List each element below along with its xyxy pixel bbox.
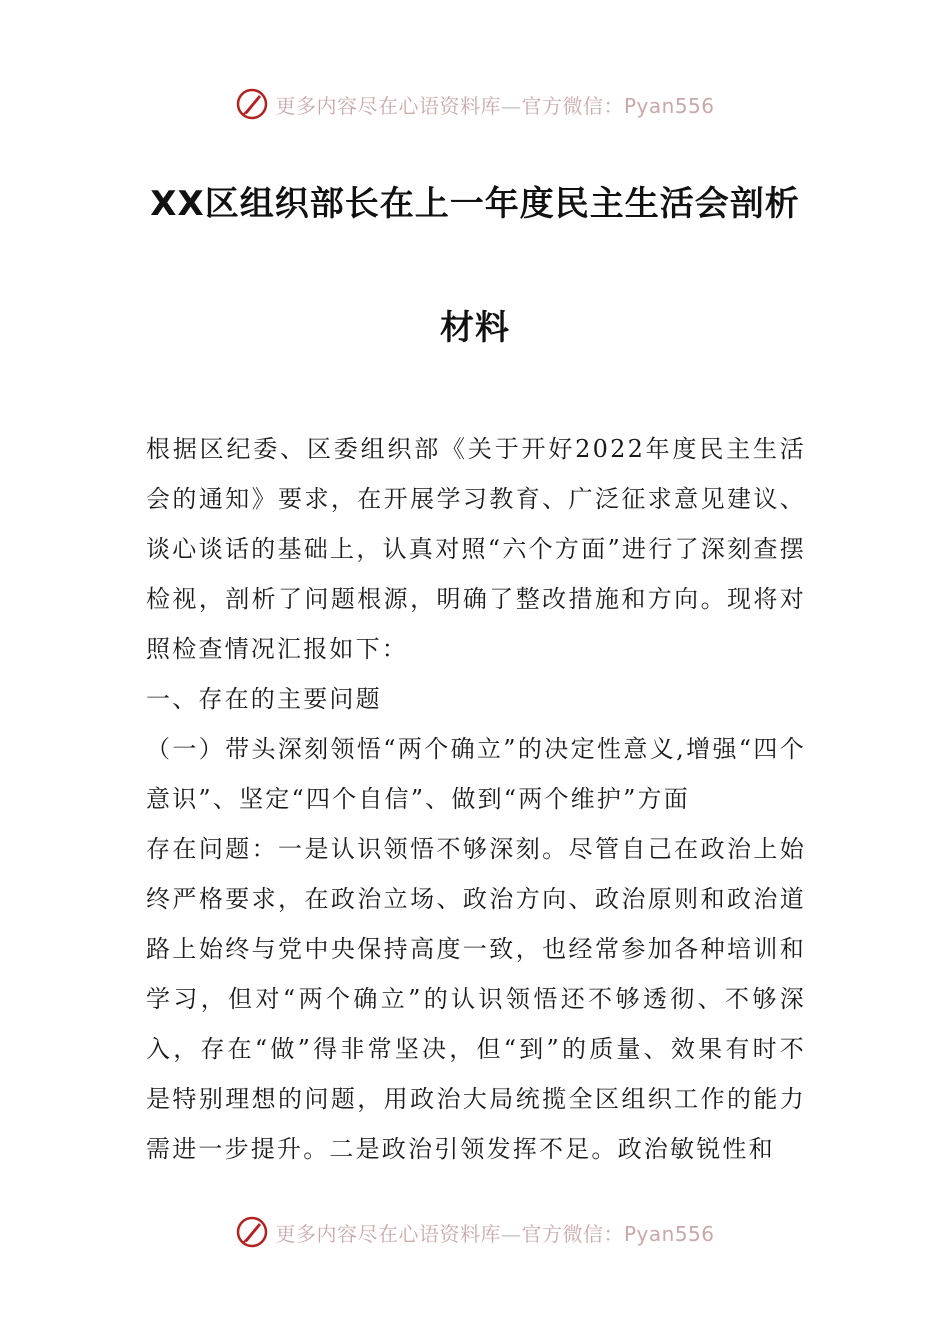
watermark-text: 更多内容尽在心语资料库—官方微信：Pyan556 [275,1221,715,1246]
quill-logo-icon [235,1215,269,1249]
subsection-heading: （一）带头深刻领悟“两个确立”的决定性意义,增强“四个意识”、坚定“四个自信”、做到“两个维护”方面 [146,735,806,813]
watermark-text: 更多内容尽在心语资料库—官方微信：Pyan556 [275,93,715,118]
watermark-footer [0,1212,950,1252]
quill-logo-icon [235,87,269,121]
intro-paragraph: 根据区纪委、区委组织部《关于开好2022年度民主生活会的通知》要求，在开展学习教育、广泛征求意见建议、谈心谈话的基础上，认真对照“六个方面”进行了深刻查摆检视，剖析了问题根源，明确了整改措施和方向。现将对照检查情况汇报如下： [146,435,806,663]
problem-paragraph: 存在问题：一是认识领悟不够深刻。尽管自己在政治上始终严格要求，在政治立场、政治方向、政治原则和政治道路上始终与党中央保持高度一致，也经常参加各种培训和学习，但对“两个确立”的认识领悟还不够透彻、不够深入，存在“做”得非常坚决，但“到”的质量、效果有时不是特别理想的问题，用政治大局统揽全区组织工作的能力需进一步提升。二是政治引领发挥不足。政治敏锐性和 [146,835,806,1163]
document-title-line-1: XX区组织部长在上一年度民主生活会剖析 [150,184,800,224]
document-title-line-2: 材料 [440,308,510,348]
section-heading: 一、存在的主要问题 [146,685,382,713]
document-body [146,424,806,1174]
watermark-header [0,84,950,124]
